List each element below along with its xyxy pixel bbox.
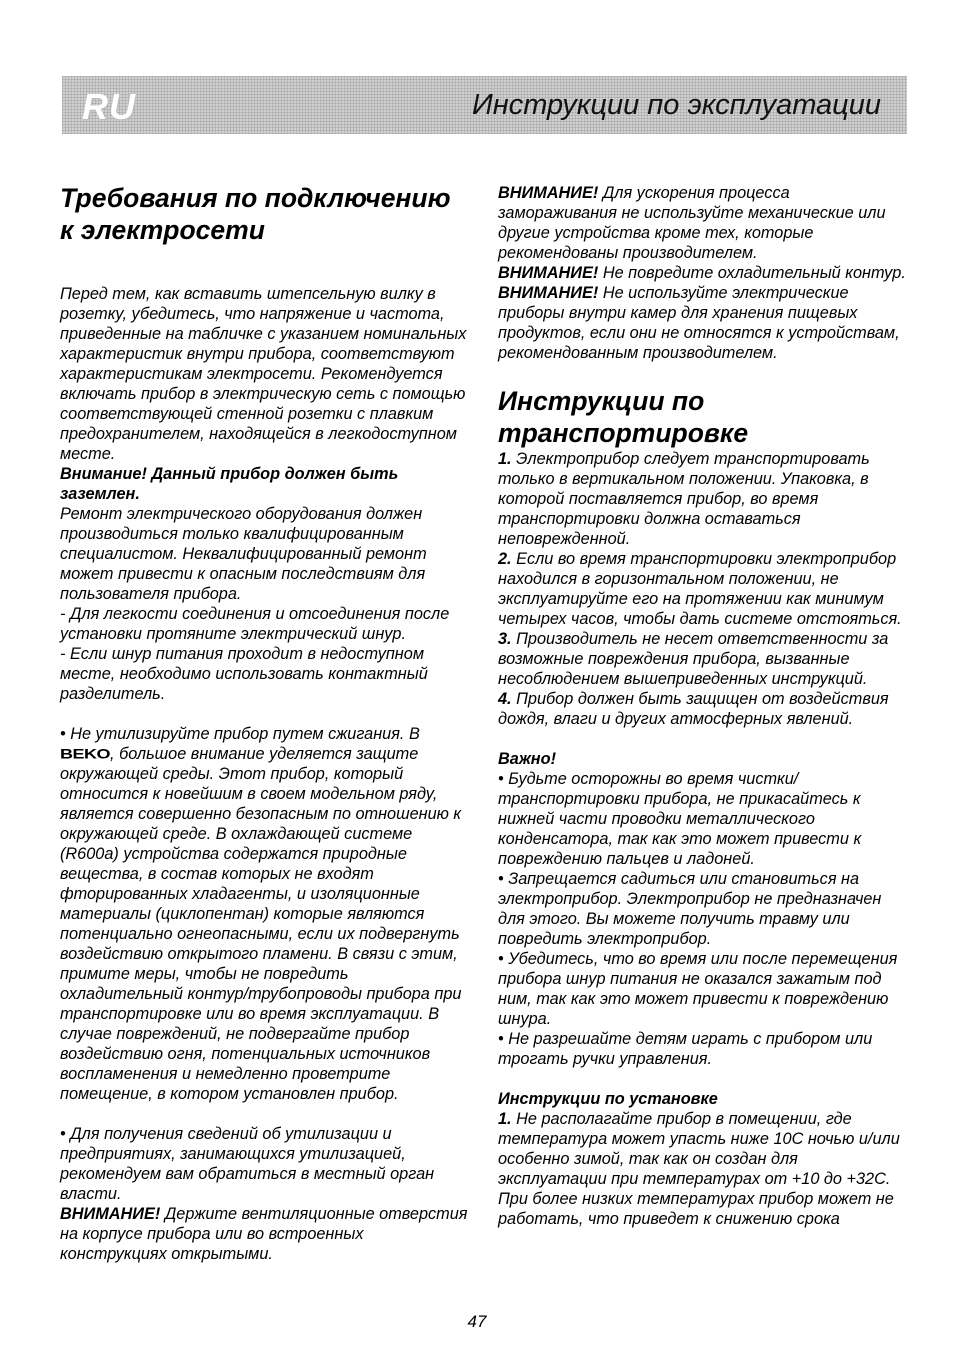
warning-circuit	[498, 263, 910, 283]
right-column	[498, 183, 910, 1229]
paragraph: - Если шнур питания проходит в недоступном месте, необходимо использовать контактный разделитель.	[60, 645, 428, 703]
header-title: Инструкции по эксплуатации	[472, 89, 881, 121]
install-label: Инструкции по установке	[498, 1090, 718, 1108]
important-item: • Будьте осторожны во время чистки/транспортировки прибора, не прикасайтесь к нижней части проводки металлического конденсатора, так как это может привести к повреждению пальцев и ладоней.	[498, 770, 862, 868]
paragraph: • Для получения сведений об утилизации и предприятиях, занимающихся утилизацией, рекомендуем вам обратиться в местный орган власти.	[60, 1125, 435, 1203]
heading-line: Требования по подключению	[60, 183, 451, 213]
important-item: • Запрещается садиться или становиться на электроприбор. Электроприбор не предназначен для этого. Вы можете получить травму или повредить электроприбор.	[498, 870, 882, 948]
important-label: Важно!	[498, 750, 557, 768]
item-text: Электроприбор следует транспортировать только в вертикальном положении. Упаковка, в которой поставляется прибор, во время транспортировки должна оставаться неповрежденной.	[498, 450, 870, 548]
heading-line: к электросети	[60, 215, 265, 245]
warning-freezing	[498, 183, 910, 263]
important-heading	[498, 749, 910, 769]
warning-text: Не используйте электрические приборы внутри камер для хранения пищевых продуктов, если они не относятся к устройствам, рекомендованным производителем.	[498, 284, 900, 362]
transport-item-4	[498, 689, 910, 729]
paragraph: - Для легкости соединения и отсоединения после установки протяните электрический шнур.	[60, 605, 450, 643]
paragraph-environment	[60, 724, 472, 1104]
item-number: 2.	[498, 550, 512, 568]
ventilation-warning	[60, 1204, 472, 1264]
item-number: 3.	[498, 630, 512, 648]
page-header-banner	[62, 76, 907, 134]
install-heading	[498, 1089, 910, 1109]
important-item: • Не разрешайте детям играть с прибором или трогать ручки управления.	[498, 1030, 873, 1068]
item-number: 4.	[498, 690, 512, 708]
section-heading-transport	[498, 385, 910, 449]
ground-warning	[60, 464, 472, 504]
paragraph-rest: , большое внимание уделяется защите окружающей среды. Этот прибор, который относится к новейшим в своем модельном ряду, является совершенно безопасным по отношению к окружающей среде. В охлаждающей системе (R600a) устройства содержатся природные вещества, в состав которых не входят фторированных хладагенты, и изоляционные материалы (циклопентан) которые являются потенциально огнеопасными, если их подвергнуть воздействию открытого пламени. В связи с этим, примите меры, чтобы не повредить охладительный контур/трубопроводы прибора при транспортировке или во время эксплуатации. В случае повреждений, не подвергайте прибор воздействию огня, потенциальных источников воспламенения и немедленно проветрите помещение, в котором установлен прибор.	[60, 745, 462, 1103]
transport-item-3	[498, 629, 910, 689]
paragraph: Ремонт электрического оборудования должен производиться только квалифицированным специалистом. Неквалифицированный ремонт может привести к опасным последствиям для пользователя прибора.	[60, 505, 427, 603]
page-number: 47	[467, 1312, 487, 1331]
warning-label: ВНИМАНИЕ!	[60, 1205, 161, 1223]
warning-label: ВНИМАНИЕ!	[498, 184, 599, 202]
heading-line: Инструкции по	[498, 386, 705, 416]
warning-text: Не повредите охладительный контур.	[598, 264, 906, 282]
paragraph: Перед тем, как вставить штепсельную вилку в розетку, убедитесь, что напряжение и частота, приведенные на табличке с указанием номинальных характеристик внутри прибора, соответствуют характеристикам электросети. Рекомендуется включать прибор в электрическую сеть с помощью соответствующей стенной розетки с плавким предохранителем, находящейся в легкодоступном месте.	[60, 285, 467, 463]
beko-logo: BEKO	[60, 746, 111, 762]
paragraph-start: • Не утилизируйте прибор путем сжигания. В	[60, 725, 420, 743]
left-column	[60, 182, 472, 1264]
warning-text: Внимание! Данный прибор должен быть заземлен.	[60, 465, 399, 503]
item-text: Не располагайте прибор в помещении, где температура может упасть ниже 10C ночью и/или особенно зимой, так как он создан для эксплуатации при температурах от +10 до +32C. При более низких температурах прибор может не работать, что приведет к снижению срока	[498, 1110, 900, 1228]
warning-text: Для ускорения процесса замораживания не используйте механические или другие устройства кроме тех, которые рекомендованы производителем.	[498, 184, 886, 262]
warning-electrical-devices	[498, 283, 910, 363]
item-number: 1.	[498, 450, 512, 468]
warning-label: ВНИМАНИЕ!	[498, 284, 599, 302]
section-heading-electrical	[60, 182, 472, 246]
heading-line: транспортировке	[498, 418, 749, 448]
item-number: 1.	[498, 1110, 512, 1128]
item-text: Производитель не несет ответственности за возможные повреждения прибора, вызванные несоблюдением вышеприведенных инструкций.	[498, 630, 889, 688]
transport-item-1	[498, 449, 910, 549]
item-text: Прибор должен быть защищен от воздействия дождя, влаги и других атмосферных явлений.	[498, 690, 889, 728]
transport-item-2	[498, 549, 910, 629]
warning-text: Держите вентиляционные отверстия на корпусе прибора или во встроенных конструкциях открытыми.	[60, 1205, 468, 1263]
language-label: RU	[82, 86, 136, 127]
important-item: • Убедитесь, что во время или после перемещения прибора шнур питания не оказался зажатым под ним, так как это может привести к повреждению шнура.	[498, 950, 898, 1028]
item-text: Если во время транспортировки электроприбор находился в горизонтальном положении, не эксплуатируйте его на протяжении как минимум четырех часов, чтобы дать системе отстояться.	[498, 550, 902, 628]
warning-label: ВНИМАНИЕ!	[498, 264, 599, 282]
install-item-1	[498, 1109, 910, 1229]
